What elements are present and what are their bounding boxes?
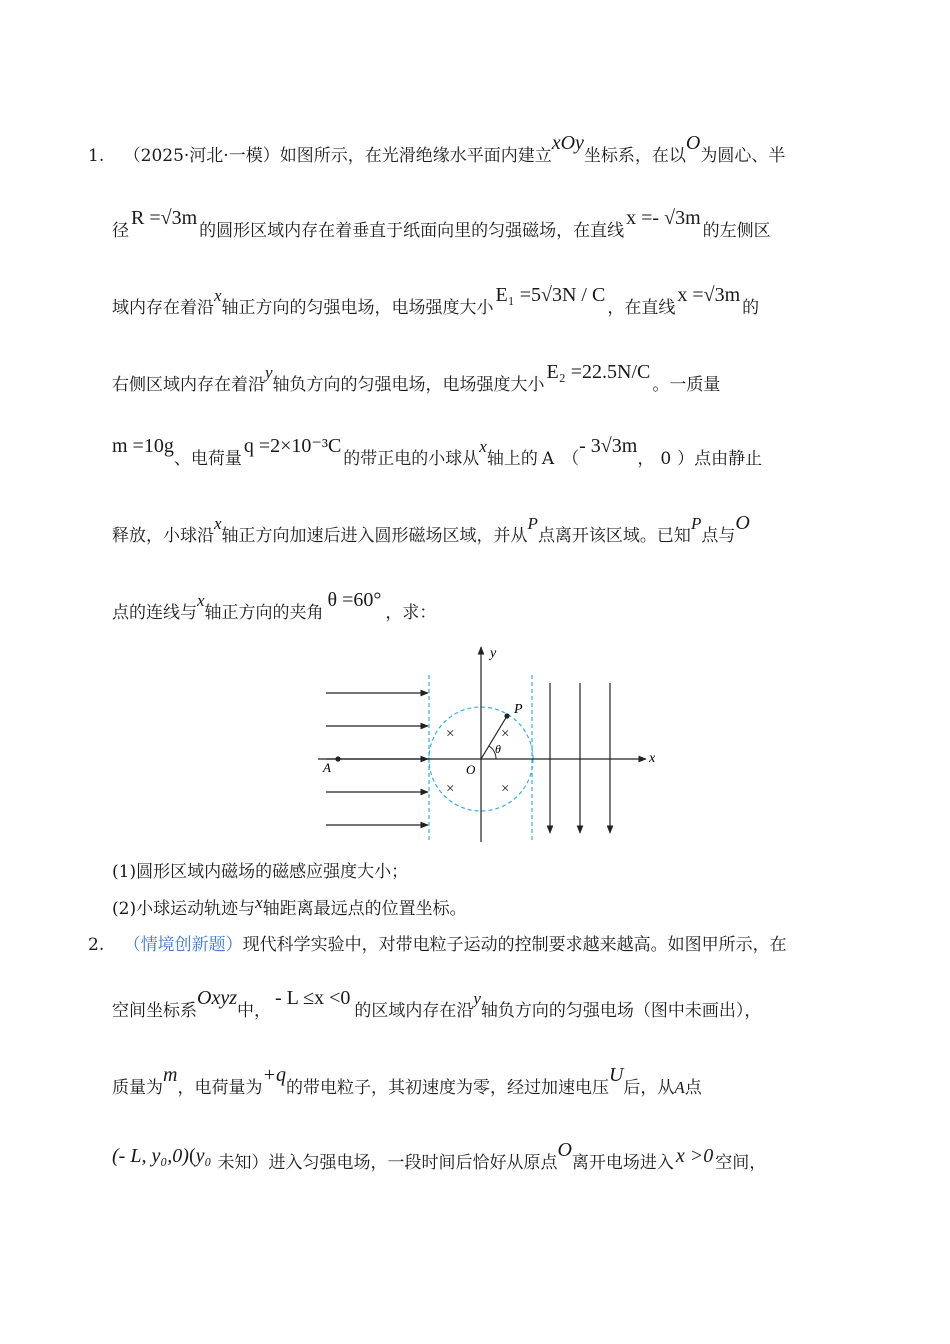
text: 点与	[701, 526, 736, 546]
math-A-coord: (- L, y₀,0)	[112, 1145, 189, 1167]
text: （	[562, 449, 580, 469]
math-Oxyz: Oxyz	[197, 987, 237, 1009]
text: 释放，小球沿	[112, 526, 214, 546]
text: ，求：	[385, 603, 437, 623]
text: 、电荷量	[173, 449, 242, 469]
math-mass: m =10g	[112, 435, 174, 457]
point-P-dot	[504, 713, 509, 718]
math-left-line: x =- √3m	[626, 207, 701, 229]
point-A-dot	[335, 756, 340, 761]
text: 如图所示，在光滑绝缘水平面内建立	[279, 146, 552, 166]
math-right-line: x =√3m	[677, 284, 741, 306]
math-xOy: xOy	[551, 132, 584, 154]
text: 右侧区域内存在着沿	[112, 375, 265, 395]
math-y: y	[265, 363, 273, 382]
text: (	[188, 1145, 196, 1167]
physics-figure	[318, 645, 678, 845]
text: 轴上的	[486, 449, 538, 469]
text: (2)小球运动轨迹与	[112, 899, 256, 919]
cross-mark: ×	[446, 726, 455, 742]
text: 坐标系，在以	[583, 146, 686, 166]
text: 轴正方向的夹角	[204, 603, 324, 623]
text: 轴距离最远点的位置坐标。	[262, 899, 467, 919]
math-U: U	[608, 1064, 624, 1086]
math-x-positive: x >0	[675, 1145, 714, 1167]
q2-line-4	[112, 1139, 767, 1173]
math-inequality: - L ≤x <0	[274, 987, 351, 1009]
math-charge: q =2×10⁻³C	[243, 435, 342, 457]
math-m: m	[163, 1064, 178, 1086]
point-P-label: P	[514, 702, 523, 717]
text: 后，从	[623, 1078, 675, 1098]
text: 的带电粒子，其初速度为零，经过加速电压	[285, 1078, 609, 1098]
math-O: O	[735, 512, 750, 534]
text: ，电荷量为	[177, 1078, 263, 1098]
text: ，	[637, 449, 655, 469]
text: 轴负方向的匀强电场（图中未画出），	[480, 1001, 762, 1021]
question-tag: （情境创新题）	[123, 935, 243, 955]
text: 的左侧区	[702, 221, 771, 241]
origin-label: O	[466, 762, 476, 777]
theta-label: θ	[495, 742, 501, 756]
q1-line-1	[88, 132, 786, 166]
text: 点的连线与	[112, 603, 197, 623]
text: 的	[742, 298, 760, 318]
point-A-label: A	[323, 760, 331, 775]
math-A-coord: - 3√3m	[579, 435, 638, 457]
text: 的带正电的小球从	[343, 449, 480, 469]
text: 轴正方向加速后进入圆形磁场区域，并从	[221, 526, 528, 546]
q1-line-4	[112, 361, 721, 395]
question-source: （2025·河北·一模）	[123, 146, 280, 166]
q1-line-3	[112, 284, 760, 318]
x-axis-label: x	[649, 751, 656, 766]
text: 中，	[236, 1001, 271, 1021]
math-x: x	[214, 286, 222, 305]
text: 域内存在着沿	[112, 298, 214, 318]
text: 空间坐标系	[112, 1001, 197, 1021]
math-q: +q	[262, 1064, 286, 1086]
math-A: A	[674, 1078, 685, 1097]
q1-line-5	[112, 435, 763, 469]
text: 0	[660, 449, 672, 469]
q2-line-2	[112, 987, 762, 1021]
text: 离开电场进入	[571, 1153, 674, 1173]
q1-subquestion-2	[112, 893, 467, 919]
math-P: P	[690, 514, 702, 533]
magnetic-field-crosses	[446, 726, 509, 797]
text: 空间，	[715, 1153, 767, 1173]
text: 点	[684, 1078, 702, 1098]
text: 现代科学实验中，对带电粒子运动的控制要求越来越高。如图甲所示，在	[242, 935, 787, 955]
text: 点离开该区域。已知	[537, 526, 691, 546]
text: ，在直线	[607, 298, 676, 318]
text: 的区域内存在沿	[354, 1001, 474, 1021]
math-x: x	[197, 591, 205, 610]
q1-line-7	[112, 589, 437, 623]
math-y0: y₀	[195, 1145, 212, 1167]
math-O: O	[685, 132, 701, 154]
math-x: x	[214, 514, 222, 533]
math-radius: R =√3m	[131, 207, 198, 229]
q1-subquestion-1: (1)圆形区域内磁场的磁感应强度大小；	[112, 862, 409, 882]
point-A: A	[541, 449, 555, 469]
math-theta: θ =60°	[327, 589, 382, 611]
cross-mark: ×	[501, 781, 510, 797]
question-number: 1.	[88, 146, 105, 166]
text: 的圆形区域内存在着垂直于纸面向里的匀强磁场，在直线	[199, 221, 625, 241]
math-x: x	[255, 893, 263, 912]
text: 轴正方向的匀强电场，电场强度大小	[221, 298, 494, 318]
y-axis-label: y	[490, 646, 497, 661]
math-E2: E₂ =22.5N/C	[546, 361, 651, 383]
text: 径	[112, 221, 129, 241]
q1-line-6	[112, 512, 750, 546]
question-number: 2.	[88, 935, 105, 955]
cross-mark: ×	[501, 726, 510, 742]
text: 。一质量	[652, 375, 721, 395]
math-x: x	[479, 437, 487, 456]
text: 未知）进入匀强电场，一段时间后恰好从原点	[217, 1153, 558, 1173]
math-P: P	[527, 514, 538, 533]
text: 轴负方向的匀强电场，电场强度大小	[272, 375, 545, 395]
math-O: O	[557, 1139, 572, 1161]
math-E1: E₁ =5√3N / C	[495, 284, 606, 306]
q2-line-1	[88, 937, 787, 954]
cross-mark: ×	[446, 781, 455, 797]
q2-line-3	[112, 1064, 702, 1098]
math-y: y	[473, 989, 481, 1008]
q1-line-2	[112, 207, 771, 241]
text: ）点由静止	[677, 449, 763, 469]
text: 质量为	[112, 1078, 163, 1098]
right-field-arrows	[550, 683, 610, 833]
text: 为圆心、半	[700, 146, 786, 166]
